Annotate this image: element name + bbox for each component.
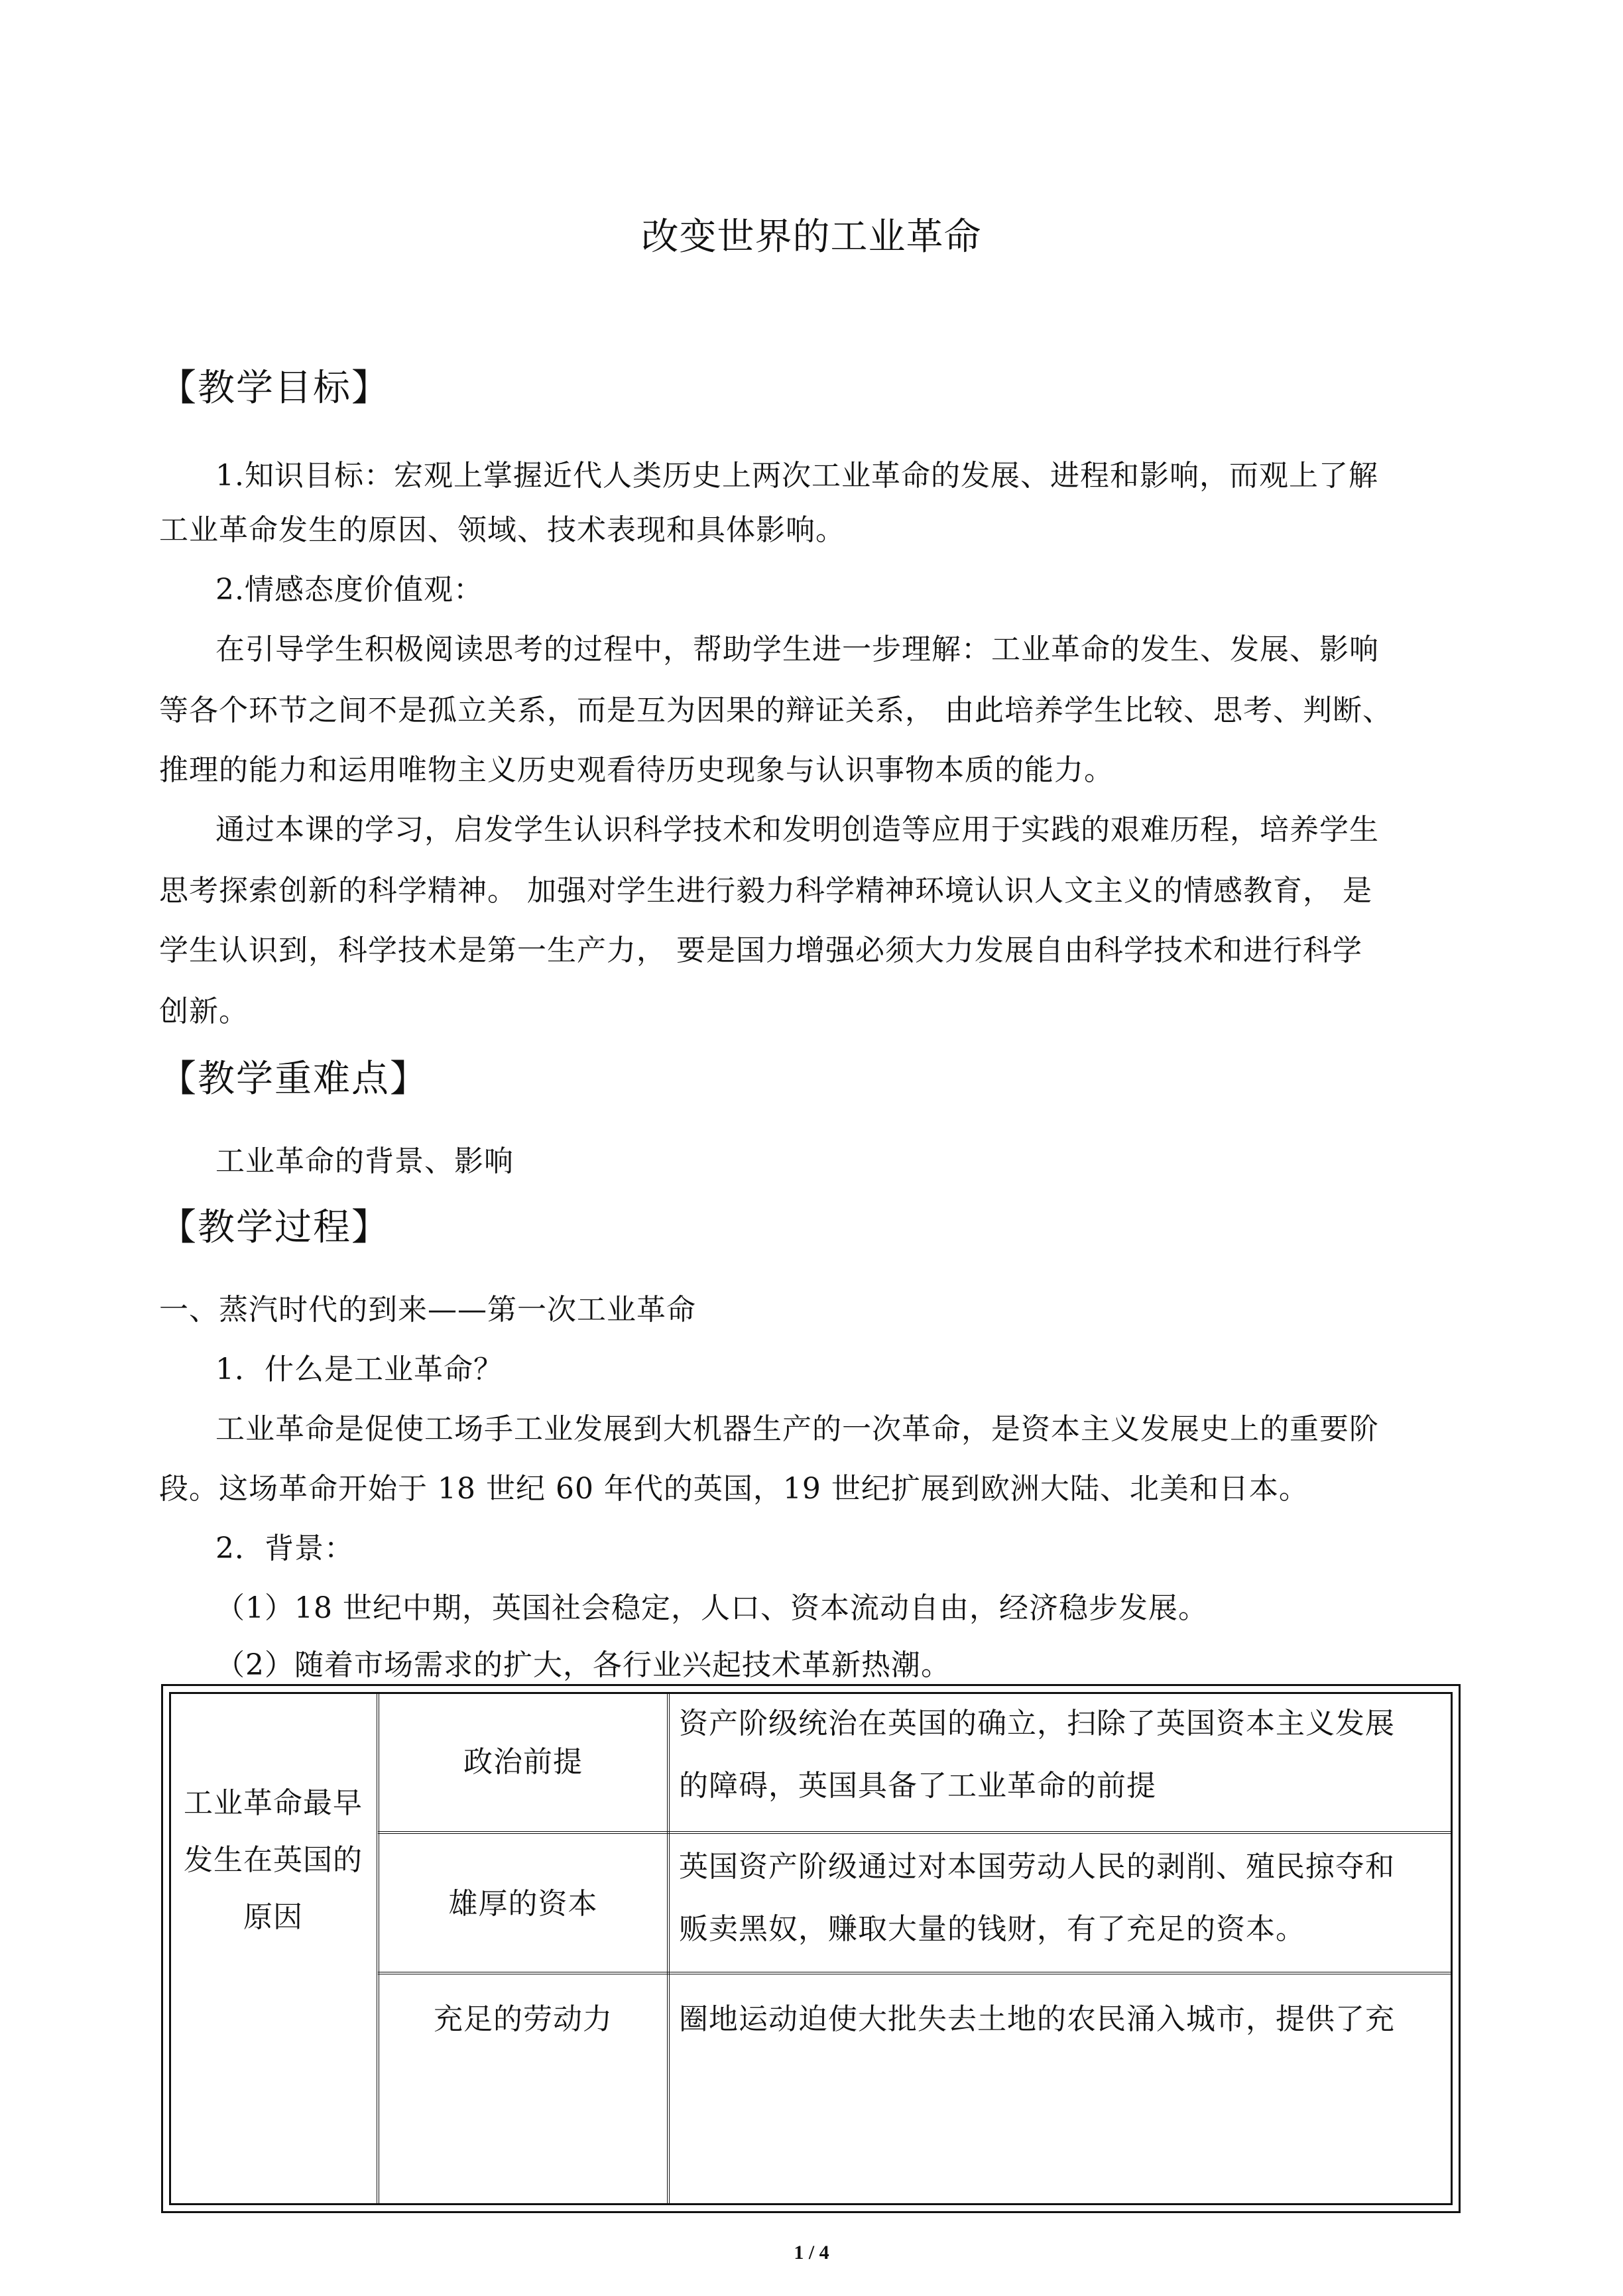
table-cell-content [679, 1998, 1448, 2041]
table-cell-label: 充足的劳动力 [434, 2002, 613, 2036]
table-divider [377, 1692, 379, 2205]
paragraph-line: 一、蒸汽时代的到来——第一次工业革命 [159, 1293, 696, 1327]
paragraph-line: 在引导学生积极阅读思考的过程中，帮助学生进一步理解：工业革命的发生、发展、影响 [215, 633, 1379, 666]
paragraph-line: 1．什么是工业革命？ [215, 1353, 503, 1386]
table-cell-content [679, 1703, 1448, 1807]
page-number: 1 / 4 [794, 2242, 829, 2264]
table-row-header-line: 发生在英国的 [184, 1843, 363, 1877]
table-row-header [171, 1782, 375, 1939]
table-cell-line: 圈地运动迫使大批失去土地的农民涌入城市，提供了充 [679, 2002, 1395, 2036]
section-heading-key-points: 【教学重难点】 [159, 1057, 428, 1101]
paragraph-line: 思考探索创新的科学精神。 加强对学生进行毅力科学精神环境认识人文主义的情感教育， 是 [159, 874, 1372, 908]
table-divider [378, 1972, 1453, 1974]
table-cell-label: 雄厚的资本 [448, 1887, 598, 1921]
paragraph-line: 2.情感态度价值观： [215, 573, 483, 607]
paragraph-line: 通过本课的学习，启发学生认识科学技术和发明创造等应用于实践的艰难历程，培养学生 [215, 813, 1379, 847]
table-cell-label: 政治前提 [463, 1745, 583, 1779]
paragraph-line: 创新。 [159, 995, 249, 1028]
section-heading-process: 【教学过程】 [159, 1206, 390, 1249]
table-row-header-line: 工业革命最早 [184, 1786, 363, 1820]
paragraph-line: 段。这场革命开始于 18 世纪 60 年代的英国，19 世纪扩展到欧洲大陆、北美和日本。 [159, 1472, 1309, 1506]
table-cell-line: 英国资产阶级通过对本国劳动人民的剥削、殖民掠夺和 [679, 1850, 1395, 1884]
table-divider [378, 1831, 1453, 1834]
paragraph-line: 推理的能力和运用唯物主义历史观看待历史现象与认识事物本质的能力。 [159, 753, 1114, 787]
paragraph-line: 2．背景： [215, 1532, 354, 1565]
table-cell-line: 的障碍，英国具备了工业革命的前提 [679, 1769, 1156, 1803]
table-cell-content [679, 1846, 1448, 1951]
paragraph-line: 学生认识到，科学技术是第一生产力， 要是国力增强必须大力发展自由科学技术和进行科学 [159, 934, 1362, 967]
paragraph-line: （2）随着市场需求的扩大，各行业兴起技术革新热潮。 [215, 1648, 951, 1682]
paragraph-line: （1）18 世纪中期，英国社会稳定，人口、资本流动自由，经济稳步发展。 [215, 1591, 1208, 1625]
paragraph-line: 1.知识目标：宏观上掌握近代人类历史上两次工业革命的发展、进程和影响，而观上了解 [215, 459, 1378, 493]
paragraph-line: 工业革命的背景、影响 [215, 1144, 514, 1178]
table-row-header-line: 原因 [243, 1900, 303, 1934]
table-divider [667, 1692, 670, 2205]
page-title: 改变世界的工业革命 [641, 215, 982, 259]
table-cell-line: 资产阶级统治在英国的确立，扫除了英国资本主义发展 [679, 1707, 1395, 1740]
paragraph-line: 工业革命是促使工场手工业发展到大机器生产的一次革命，是资本主义发展史上的重要阶 [215, 1412, 1379, 1446]
paragraph-line: 等各个环节之间不是孤立关系，而是互为因果的辩证关系， 由此培养学生比较、思考、判断、 [159, 694, 1392, 727]
table-cell-line: 贩卖黑奴，赚取大量的钱财，有了充足的资本。 [679, 1912, 1305, 1946]
paragraph-line: 工业革命发生的原因、领域、技术表现和具体影响。 [159, 513, 845, 547]
section-heading-objectives: 【教学目标】 [159, 367, 390, 410]
